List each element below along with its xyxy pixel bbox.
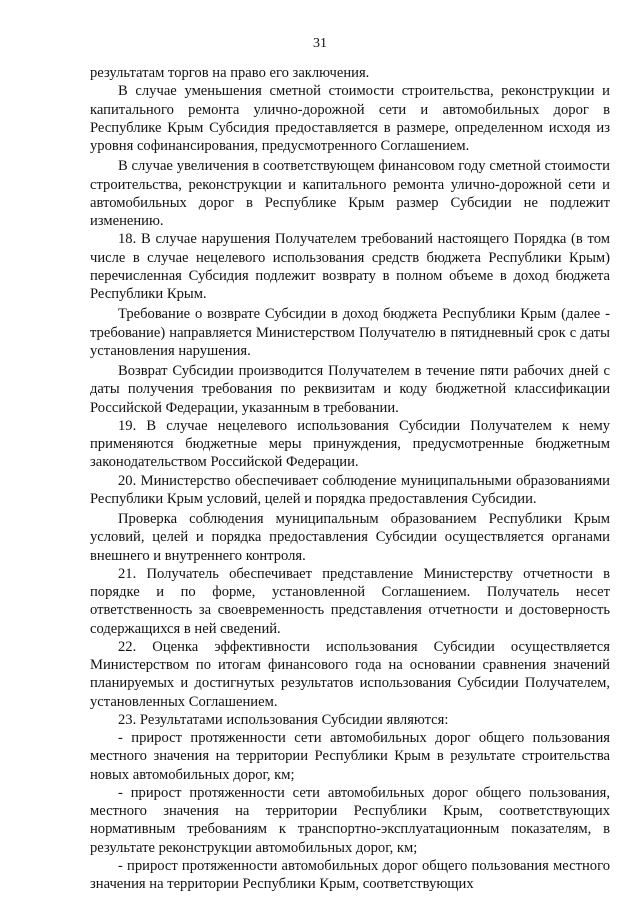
document-body xyxy=(90,64,610,893)
paragraph: В случае увеличения в соответствующем финансовом году сметной стоимости строительства, реконструкции и капитального ремонта улично-дорожной сети и автомобильных дорог в Республике Крым размер Субсидии не подлежит изменению. xyxy=(90,158,610,229)
paragraph: - прирост протяженности сети автомобильных дорог общего пользования, местного значения на территории Республики Крым, соответствующих нормативным требованиям к транспортно-эксплуатационным показателям, в результате реконструкции автомобильных дорог, км; xyxy=(90,784,610,856)
paragraph: 21. Получатель обеспечивает представление Министерству отчетности в порядке и по форме, установленной Соглашением. Получатель несет ответственность за своевременность представления отчетности и достоверность содержащихся в ней сведений. xyxy=(90,565,610,637)
paragraph: 22. Оценка эффективности использования Субсидии осуществляется Министерством по итогам финансового года на основании сравнения значений планируемых и достигнутых результатов использования Субсидии Получателем, установленных Соглашением. xyxy=(90,638,610,710)
paragraph: 20. Министерство обеспечивает соблюдение муниципальными образованиями Республики Крым условий, целей и порядка предоставления Субсидии. xyxy=(90,472,610,507)
paragraph: 19. В случае нецелевого использования Субсидии Получателем к нему применяются бюджетные меры принуждения, предусмотренные бюджетным законодательством Российской Федерации. xyxy=(90,417,610,471)
page-number: 31 xyxy=(313,36,327,51)
paragraph: Возврат Субсидии производится Получателем в течение пяти рабочих дней с даты получения требования по реквизитам и коду бюджетной классификации Российской Федерации, указанным в требовании. xyxy=(90,363,610,416)
paragraph: результатам торгов на право его заключения. xyxy=(90,65,370,81)
paragraph: 23. Результатами использования Субсидии являются: xyxy=(118,711,449,728)
paragraph: 18. В случае нарушения Получателем требований настоящего Порядка (в том числе в случае нецелевого использования средств бюджета Республики Крым) перечисленная Субсидия подлежит возврату в полном объеме в доход бюджета Республики Крым. xyxy=(90,231,610,302)
paragraph: Проверка соблюдения муниципальным образованием Республики Крым условий, целей и порядка предоставления Субсидии осуществляется органами внешнего и внутреннего контроля. xyxy=(90,511,610,564)
paragraph: - прирост протяженности сети автомобильных дорог общего пользования местного значения на территории Республики Крым в результате строительства новых автомобильных дорог, км; xyxy=(90,730,610,783)
paragraph: - прирост протяженности автомобильных дорог общего пользования местного значения на территории Республики Крым, соответствующих xyxy=(90,857,610,892)
paragraph: Требование о возврате Субсидии в доход бюджета Республики Крым (далее - требование) направляется Министерством Получателю в пятидневный срок с даты установления нарушения. xyxy=(90,306,610,359)
paragraph: В случае уменьшения сметной стоимости строительства, реконструкции и капитального ремонта улично-дорожной сети и автомобильных дорог в Республике Крым Субсидия предоставляется в размере, определенном исходя из уровня софинансирования, предусмотренного Соглашением. xyxy=(90,83,610,154)
